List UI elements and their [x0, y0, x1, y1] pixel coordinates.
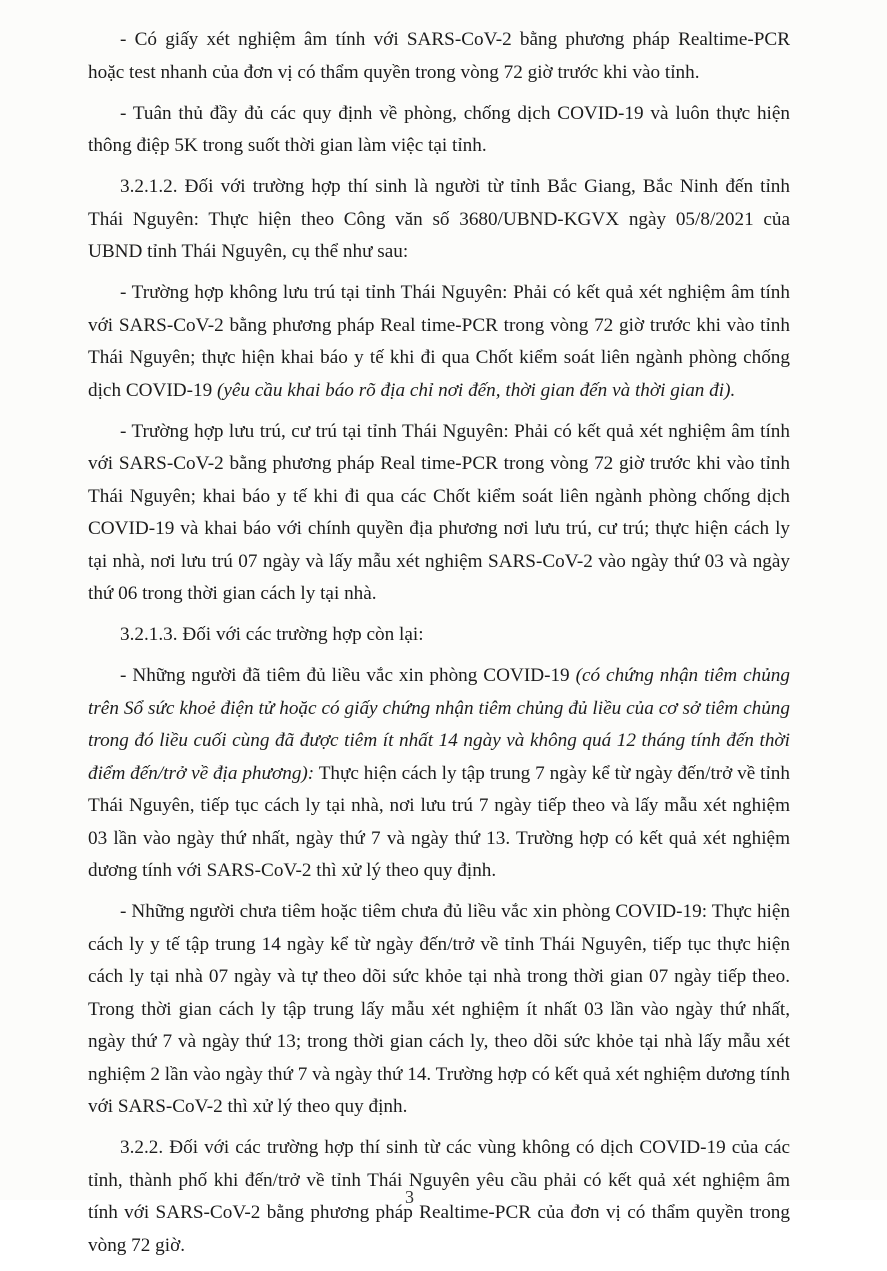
- paragraph-italic-note: (có chứng nhận tiêm chủng trên Sổ sức khoẻ điện tử hoặc có giấy chứng nhận tiêm chủng đủ liều của cơ sở tiêm chủng trong đó liều cuối cùng đã được tiêm ít nhất 14 ngày và không quá 12 tháng tính đến thời điểm đến/trở về địa phương):: [88, 665, 790, 784]
- paragraph-italic-note: (yêu cầu khai báo rõ địa chỉ nơi đến, thời gian đến và thời gian đi).: [216, 379, 736, 401]
- section-heading-3-2-1-2: [88, 171, 790, 269]
- paragraph-text: 3.2.1.3. Đối với các trường hợp còn lại:: [120, 624, 424, 645]
- paragraph-text: 3.2.1.2. Đối với trường hợp thí sinh là người từ tỉnh Bắc Giang, Bắc Ninh đến tỉnh Thái Nguyên: Thực hiện theo Công văn số 3680/UBND-KGVX ngày 05/8/2021 của UBND tỉnh Thái Nguyên, cụ thể như sau:: [88, 176, 790, 262]
- paragraph-text: - Trường hợp lưu trú, cư trú tại tỉnh Thái Nguyên: Phải có kết quả xét nghiệm âm tính với SARS-CoV-2 bằng phương pháp Real time-PCR trong vòng 72 giờ trước khi vào tỉnh Thái Nguyên; khai báo y tế khi đi qua các Chốt kiểm soát liên ngành phòng chống dịch COVID-19 và khai báo với chính quyền địa phương nơi lưu trú, cư trú; thực hiện cách ly tại nhà, nơi lưu trú 07 ngày và lấy mẫu xét nghiệm SARS-CoV-2 vào ngày thứ 03 và ngày thứ 06 trong thời gian cách ly tại nhà.: [88, 420, 790, 604]
- page-number: 3: [405, 1187, 414, 1207]
- paragraph-5k-compliance: [88, 98, 790, 163]
- paragraph-text: - Những người chưa tiêm hoặc tiêm chưa đủ liều vắc xin phòng COVID-19: Thực hiện cách ly y tế tập trung 14 ngày kể từ ngày đến/trở về tỉnh Thái Nguyên, tiếp tục thực hiện cách ly tại nhà 07 ngày và tự theo dõi sức khỏe tại nhà trong thời gian 07 ngày tiếp theo. Trong thời gian cách ly tập trung lấy mẫu xét nghiệm ít nhất 03 lần vào ngày thứ nhất, ngày thứ 7 và ngày thứ 13; trong thời gian cách ly, theo dõi sức khỏe tại nhà lấy mẫu xét nghiệm 2 lần vào ngày thứ 7 và ngày thứ 14. Trường hợp có kết quả xét nghiệm dương tính với SARS-CoV-2 thì xử lý theo quy định.: [88, 901, 790, 1117]
- paragraph-text: - Những người đã tiêm đủ liều vắc xin phòng COVID-19: [120, 665, 576, 686]
- section-heading-3-2-2: [88, 1132, 790, 1262]
- paragraph-text: - Tuân thủ đầy đủ các quy định về phòng, chống dịch COVID-19 và luôn thực hiện thông điệp 5K trong suốt thời gian làm việc tại tỉnh.: [88, 102, 790, 156]
- paragraph-text: Thực hiện cách ly tập trung 7 ngày kể từ ngày đến/trở về tỉnh Thái Nguyên, tiếp tục cách ly tại nhà, nơi lưu trú 7 ngày tiếp theo và lấy mẫu xét nghiệm 03 lần vào ngày thứ nhất, ngày thứ 7 và ngày thứ 13. Trường hợp có kết quả xét nghiệm dương tính với SARS-CoV-2 thì xử lý theo quy định.: [88, 762, 790, 881]
- section-heading-3-2-1-3: [88, 619, 790, 652]
- paragraph-text: - Có giấy xét nghiệm âm tính với SARS-CoV-2 bằng phương pháp Realtime-PCR hoặc test nhanh của đơn vị có thẩm quyền trong vòng 72 giờ trước khi vào tỉnh.: [88, 29, 790, 83]
- paragraph-non-resident-case: [88, 277, 790, 407]
- document-body: [88, 24, 790, 1271]
- paragraph-text: - Trường hợp không lưu trú tại tỉnh Thái Nguyên: Phải có kết quả xét nghiệm âm tính với SARS-CoV-2 bằng phương pháp Real time-PCR trong vòng 72 giờ trước khi vào tỉnh Thái Nguyên; thực hiện khai báo y tế khi đi qua Chốt kiểm soát liên ngành phòng chống dịch COVID-19: [88, 282, 790, 401]
- paragraph-quarantine-test-requirement: [88, 24, 790, 89]
- paragraph-text: 3.2.2. Đối với các trường hợp thí sinh từ các vùng không có dịch COVID-19 của các tỉnh, thành phố khi đến/trở về tỉnh Thái Nguyên yêu cầu phải có kết quả xét nghiệm âm tính với SARS-CoV-2 bằng phương pháp Realtime-PCR của đơn vị có thẩm quyền trong vòng 72 giờ.: [88, 1137, 790, 1256]
- paragraph-fully-vaccinated: [88, 660, 790, 888]
- paragraph-resident-case: [88, 416, 790, 611]
- paragraph-not-vaccinated: [88, 896, 790, 1124]
